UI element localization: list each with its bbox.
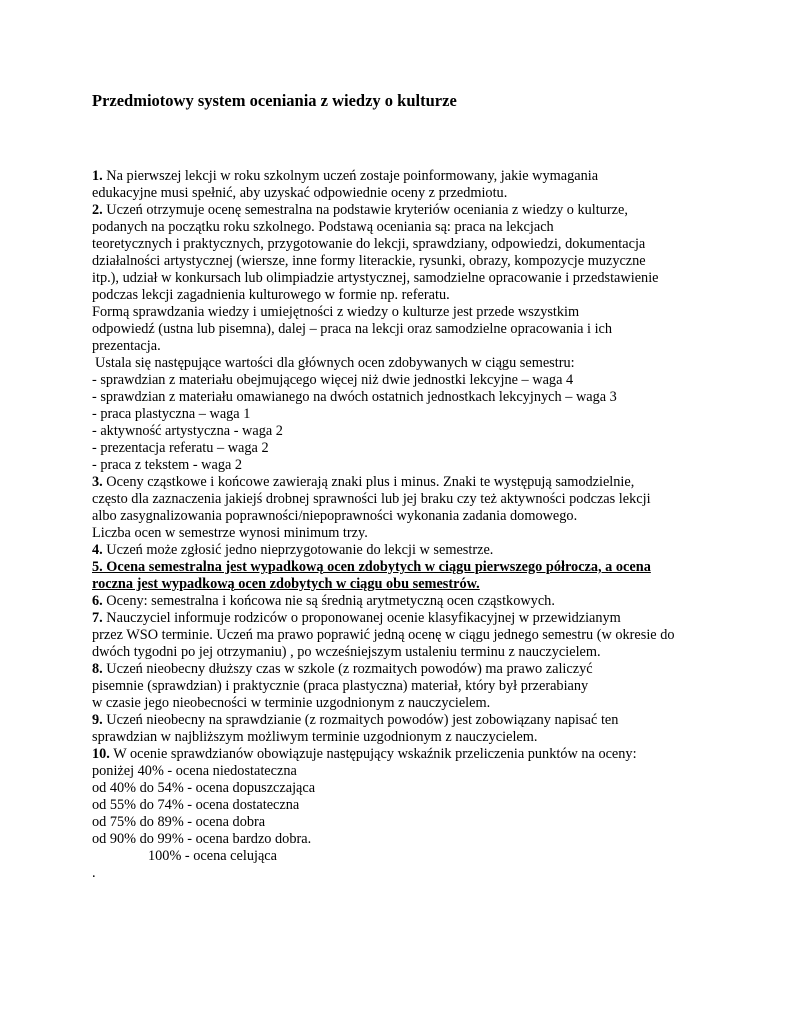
- line-text: od 75% do 89% - ocena dobra: [92, 814, 266, 830]
- text-line: [92, 559, 732, 576]
- item-number: 7.: [92, 610, 103, 626]
- line-text: odpowiedź (ustna lub pisemna), dalej – praca na lekcji oraz samodzielne opracowania i ich: [92, 321, 613, 337]
- text-line: [92, 610, 732, 627]
- item-number: 4.: [92, 542, 103, 558]
- line-text: przez WSO terminie. Uczeń ma prawo poprawić jedną ocenę w ciągu jednego semestru (w okresie do: [92, 627, 675, 643]
- text-line: [92, 423, 732, 440]
- line-text: sprawdzian w najbliższym możliwym terminie uzgodnionym z nauczycielem.: [92, 729, 538, 745]
- text-line: [92, 797, 732, 814]
- line-text: 100% - ocena celująca: [148, 848, 277, 864]
- text-line: [92, 389, 732, 406]
- text-line: [92, 542, 732, 559]
- line-text: itp.), udział w konkursach lub olimpiadzie artystycznej, samodzielne opracowanie i przedstawienie: [92, 270, 659, 286]
- line-text: teoretycznych i praktycznych, przygotowanie do lekcji, sprawdziany, odpowiedzi, dokumentacja: [92, 236, 646, 252]
- document-body: [92, 168, 732, 882]
- line-text: od 55% do 74% - ocena dostateczna: [92, 797, 300, 813]
- text-line: [92, 678, 732, 695]
- text-line: [92, 780, 732, 797]
- line-text: od 40% do 54% - ocena dopuszczająca: [92, 780, 316, 796]
- line-text: poniżej 40% - ocena niedostateczna: [92, 763, 297, 779]
- line-text: często dla zaznaczenia jakiejś drobnej sprawności lub jej braku czy też aktywności podczas lekcji: [92, 491, 651, 507]
- text-line: [92, 814, 732, 831]
- line-text: edukacyjne musi spełnić, aby uzyskać odpowiednie oceny z przedmiotu.: [92, 185, 508, 201]
- text-line: [92, 219, 732, 236]
- text-line: [92, 236, 732, 253]
- line-text: Uczeń otrzymuje ocenę semestralna na podstawie kryteriów oceniania z wiedzy o kulturze,: [102, 202, 628, 218]
- line-text: podanych na początku roku szkolnego. Podstawą oceniania są: praca na lekcjach: [92, 219, 554, 235]
- line-text: dwóch tygodni po jej otrzymaniu) , po wcześniejszym ustaleniu terminu z nauczycielem.: [92, 644, 601, 660]
- text-line: [92, 202, 732, 219]
- item-number: 2.: [92, 202, 103, 218]
- text-line: [92, 406, 732, 423]
- text-line: [92, 270, 732, 287]
- text-line: [92, 831, 732, 848]
- text-line: [92, 661, 732, 678]
- text-line: [92, 253, 732, 270]
- line-text: Formą sprawdzania wiedzy i umiejętności z wiedzy o kulturze jest przede wszystkim: [92, 304, 580, 320]
- text-line: [92, 338, 732, 355]
- document-title: Przedmiotowy system oceniania z wiedzy o kulturze: [92, 91, 457, 110]
- text-line: [92, 729, 732, 746]
- line-text: Uczeń może zgłosić jedno nieprzygotowanie do lekcji w semestrze.: [102, 542, 494, 558]
- line-text: albo zasygnalizowania poprawności/niepoprawności wykonania zadania domowego.: [92, 508, 578, 524]
- text-line: [92, 627, 732, 644]
- line-text: Oceny: semestralna i końcowa nie są średnią arytmetyczną ocen cząstkowych.: [102, 593, 555, 609]
- text-line: [92, 474, 732, 491]
- line-text: Na pierwszej lekcji w roku szkolnym uczeń zostaje poinformowany, jakie wymagania: [102, 168, 599, 184]
- text-line: [92, 440, 732, 457]
- text-line: [92, 848, 732, 865]
- text-line: [92, 491, 732, 508]
- line-text: .: [92, 865, 96, 881]
- text-line: [92, 746, 732, 763]
- line-text: Oceny cząstkowe i końcowe zawierają znaki plus i minus. Znaki te występują samodzielnie,: [102, 474, 635, 490]
- item-number: 9.: [92, 712, 103, 728]
- line-text: - aktywność artystyczna - waga 2: [92, 423, 283, 439]
- text-line: [92, 644, 732, 661]
- line-text: - praca z tekstem - waga 2: [92, 457, 243, 473]
- text-line: [92, 593, 732, 610]
- text-line: [92, 712, 732, 729]
- line-text: prezentacja.: [92, 338, 161, 354]
- line-text: podczas lekcji zagadnienia kulturowego w formie np. referatu.: [92, 287, 450, 303]
- line-text: - sprawdzian z materiału obejmującego więcej niż dwie jednostki lekcyjne – waga 4: [92, 372, 574, 388]
- text-line: [92, 287, 732, 304]
- text-line: [92, 185, 732, 202]
- text-line: [92, 576, 732, 593]
- line-text: od 90% do 99% - ocena bardzo dobra.: [92, 831, 312, 847]
- text-line: [92, 355, 732, 372]
- text-line: [92, 168, 732, 185]
- item-number: 10.: [92, 746, 110, 762]
- line-text: Liczba ocen w semestrze wynosi minimum trzy.: [92, 525, 368, 541]
- text-line: [92, 865, 732, 882]
- line-text: W ocenie sprawdzianów obowiązuje następujący wskaźnik przeliczenia punktów na oceny:: [109, 746, 637, 762]
- line-text: w czasie jego nieobecności w terminie uzgodnionym z nauczycielem.: [92, 695, 491, 711]
- text-line: [92, 372, 732, 389]
- line-text: Ustala się następujące wartości dla głównych ocen zdobywanych w ciągu semestru:: [95, 355, 575, 371]
- line-text: - sprawdzian z materiału omawianego na dwóch ostatnich jednostkach lekcyjnych – waga 3: [92, 389, 617, 405]
- text-line: [92, 525, 732, 542]
- item-number: 1.: [92, 168, 103, 184]
- line-text: Uczeń nieobecny na sprawdzianie (z rozmaitych powodów) jest zobowiązany napisać ten: [102, 712, 619, 728]
- text-line: [92, 695, 732, 712]
- line-text: Nauczyciel informuje rodziców o proponowanej ocenie klasyfikacyjnej w przewidzianym: [102, 610, 621, 626]
- line-text: roczna jest wypadkową ocen zdobytych w ciągu obu semestrów.: [92, 576, 480, 592]
- line-text: 5. Ocena semestralna jest wypadkową ocen zdobytych w ciągu pierwszego półrocza, a ocena: [92, 559, 651, 575]
- text-line: [92, 763, 732, 780]
- line-text: Uczeń nieobecny dłuższy czas w szkole (z rozmaitych powodów) ma prawo zaliczyć: [102, 661, 593, 677]
- item-number: 8.: [92, 661, 103, 677]
- line-text: pisemnie (sprawdzian) i praktycznie (praca plastyczna) materiał, który był przerabiany: [92, 678, 589, 694]
- text-line: [92, 457, 732, 474]
- line-text: - prezentacja referatu – waga 2: [92, 440, 269, 456]
- line-text: działalności artystycznej (wiersze, inne formy literackie, rysunki, obrazy, kompozycje muzyczne: [92, 253, 646, 269]
- line-text: - praca plastyczna – waga 1: [92, 406, 251, 422]
- item-number: 3.: [92, 474, 103, 490]
- item-number: 6.: [92, 593, 103, 609]
- text-line: [92, 304, 732, 321]
- text-line: [92, 508, 732, 525]
- text-line: [92, 321, 732, 338]
